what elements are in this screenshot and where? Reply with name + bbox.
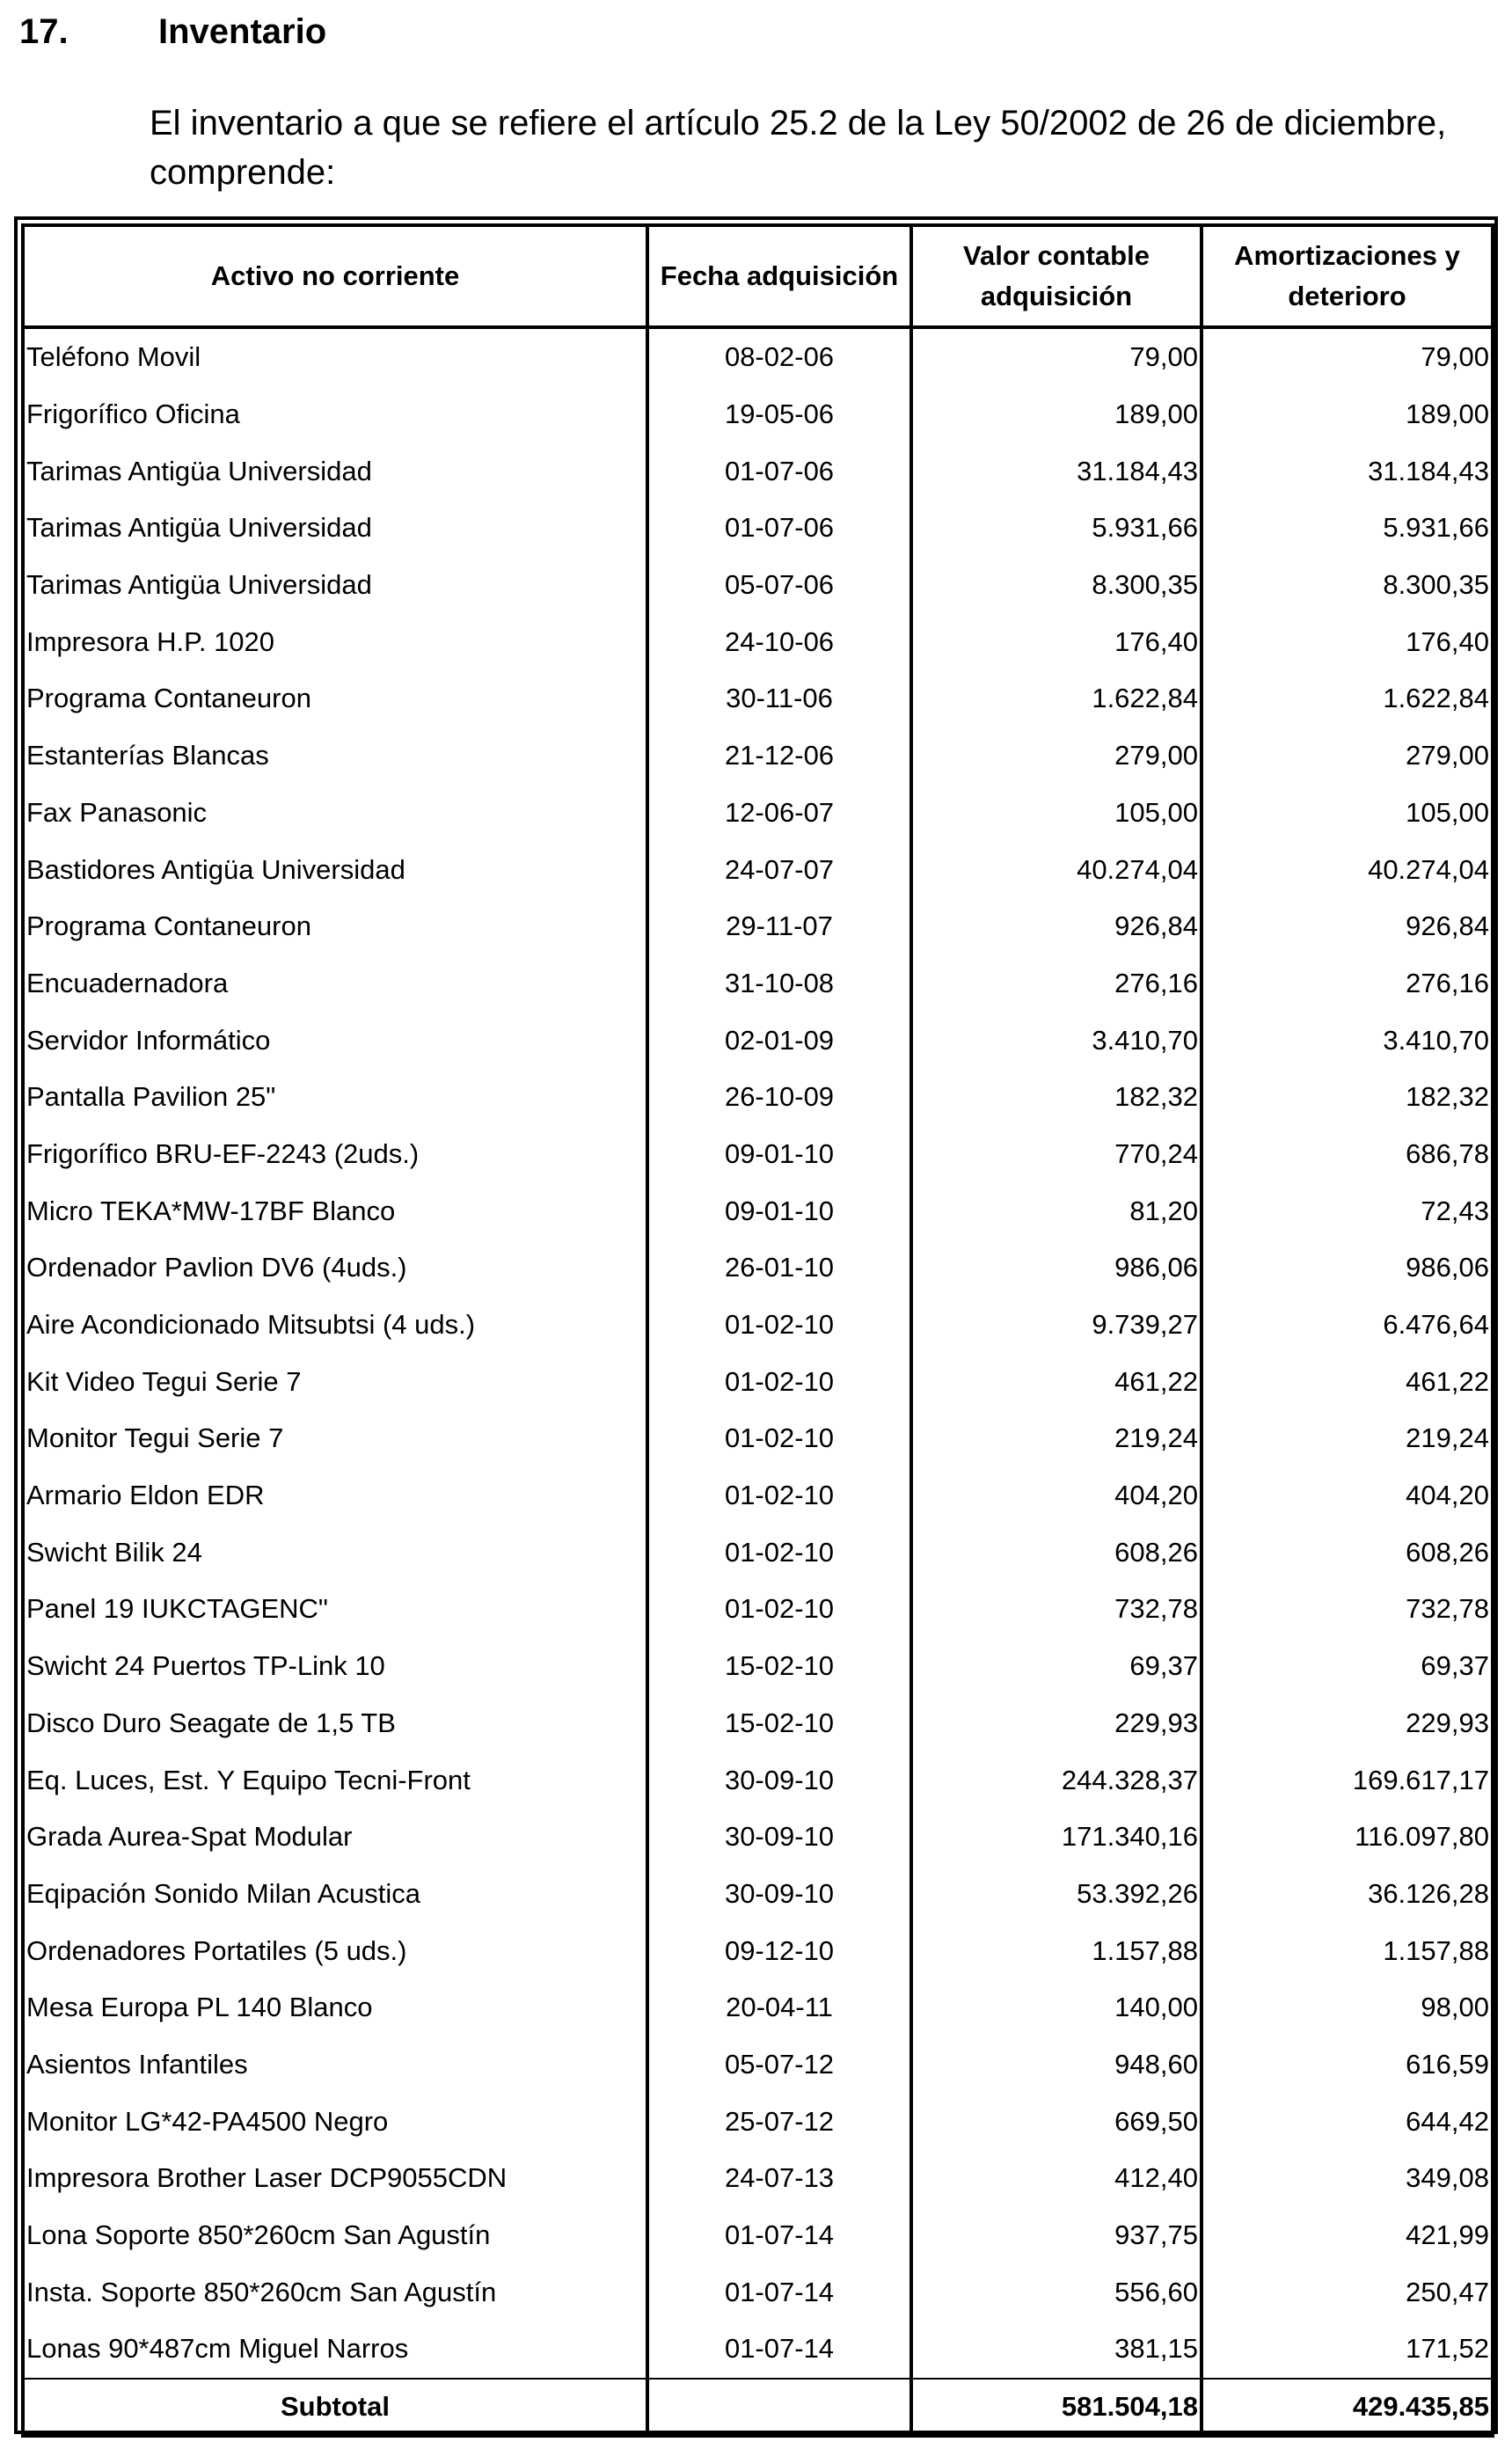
cell-activo: Kit Video Tegui Serie 7 [23,1353,647,1410]
cell-valor: 189,00 [911,386,1202,443]
cell-amortizaciones: 5.931,66 [1383,512,1489,544]
cell-valor: 219,24 [911,1410,1202,1467]
cell-amortizaciones: 116.097,80 [1355,1821,1489,1853]
cell-amortizaciones: 40.274,04 [1368,853,1489,885]
cell-activo: Insta. Soporte 850*260cm San Agustín [23,2263,647,2321]
table-row [23,1751,1493,1809]
cell-amortizaciones: 732,78 [1406,1593,1489,1625]
cell-fecha: 24-07-07 [647,841,911,898]
table-row [23,841,1493,898]
cell-fecha: 15-02-10 [647,1695,911,1752]
subtotal-row [23,2379,1493,2436]
cell-amortizaciones: 616,59 [1406,2048,1489,2080]
header-amortizaciones: Amortizaciones y deterioro [1202,225,1493,327]
cell-fecha: 01-02-10 [647,1410,911,1467]
cell-valor: 140,00 [911,1979,1202,2036]
cell-amortizaciones: 3.410,70 [1383,1024,1489,1056]
cell-amortizaciones: 105,00 [1406,796,1489,828]
table-row [23,1069,1493,1126]
cell-activo: Asientos Infantiles [23,2036,647,2094]
cell-amortizaciones: 926,84 [1406,910,1489,942]
cell-amortizaciones: 6.476,64 [1383,1309,1489,1341]
cell-amortizaciones: 189,00 [1406,398,1489,430]
cell-fecha: 01-02-10 [647,1297,911,1354]
cell-activo: Monitor Tegui Serie 7 [23,1410,647,1467]
cell-fecha: 05-07-12 [647,2036,911,2094]
table-row [23,1524,1493,1581]
cell-activo: Programa Contaneuron [23,670,647,727]
cell-activo: Eqipación Sonido Milan Acustica [23,1866,647,1923]
cell-activo: Monitor LG*42-PA4500 Negro [23,2093,647,2150]
cell-fecha: 09-12-10 [647,1922,911,1979]
cell-fecha: 01-02-10 [647,1467,911,1524]
cell-fecha: 26-01-10 [647,1239,911,1297]
cell-valor: 948,60 [911,2036,1202,2094]
cell-activo: Encuadernadora [23,955,647,1013]
section-title: Inventario [158,11,327,51]
cell-amortizaciones: 8.300,35 [1383,569,1489,601]
cell-fecha: 01-02-10 [647,1581,911,1638]
cell-valor: 669,50 [911,2093,1202,2150]
cell-activo: Panel 19 IUKCTAGENC" [23,1581,647,1638]
cell-valor: 8.300,35 [911,557,1202,614]
header-valor: Valor contable adquisición [911,225,1202,327]
cell-amortizaciones: 69,37 [1421,1650,1489,1682]
cell-fecha: 09-01-10 [647,1182,911,1239]
cell-fecha: 15-02-10 [647,1638,911,1695]
section-heading [19,7,326,56]
cell-fecha: 30-11-06 [647,670,911,727]
cell-valor: 1.157,88 [911,1922,1202,1979]
cell-fecha: 24-07-13 [647,2150,911,2207]
cell-valor: 926,84 [911,898,1202,955]
table-row [23,500,1493,557]
cell-fecha: 01-07-14 [647,2321,911,2379]
table-row [23,1182,1493,1239]
cell-amortizaciones: 176,40 [1406,625,1489,657]
cell-amortizaciones: 182,32 [1406,1081,1489,1113]
cell-activo: Pantalla Pavilion 25" [23,1069,647,1126]
cell-fecha: 30-09-10 [647,1866,911,1923]
cell-amortizaciones: 349,08 [1406,2162,1489,2194]
table-row [23,1297,1493,1354]
cell-activo: Teléfono Movil [23,327,647,386]
table-row [23,1239,1493,1297]
table-row [23,2036,1493,2094]
cell-activo: Eq. Luces, Est. Y Equipo Tecni-Front [23,1751,647,1809]
cell-amortizaciones: 31.184,43 [1368,455,1489,486]
table-row [23,442,1493,500]
cell-valor: 412,40 [911,2150,1202,2207]
table-row [23,1467,1493,1524]
cell-fecha: 31-10-08 [647,955,911,1013]
cell-valor: 986,06 [911,1239,1202,1297]
cell-valor: 79,00 [911,327,1202,386]
cell-fecha: 12-06-07 [647,785,911,842]
cell-amortizaciones: 608,26 [1406,1536,1489,1568]
cell-activo: Grada Aurea-Spat Modular [23,1809,647,1866]
cell-fecha: 21-12-06 [647,727,911,785]
cell-activo: Lonas 90*487cm Miguel Narros [23,2321,647,2379]
table-row [23,1979,1493,2036]
cell-fecha: 01-07-06 [647,442,911,500]
cell-valor: 556,60 [911,2263,1202,2321]
cell-valor: 3.410,70 [911,1012,1202,1069]
table-row [23,1126,1493,1183]
cell-fecha: 30-09-10 [647,1809,911,1866]
cell-activo: Disco Duro Seagate de 1,5 TB [23,1695,647,1752]
cell-fecha: 24-10-06 [647,613,911,670]
cell-amortizaciones: 98,00 [1421,1992,1489,2023]
cell-valor: 69,37 [911,1638,1202,1695]
cell-valor: 937,75 [911,2207,1202,2264]
table-row [23,785,1493,842]
table-row [23,2150,1493,2207]
cell-activo: Swicht Bilik 24 [23,1524,647,1581]
table-row [23,613,1493,670]
cell-valor: 244.328,37 [911,1751,1202,1809]
table-row [23,386,1493,443]
cell-activo: Servidor Informático [23,1012,647,1069]
intro-paragraph: El inventario a que se refiere el artículo 25.2 de la Ley 50/2002 de 26 de diciembre, comprende: [150,104,1447,192]
cell-valor: 31.184,43 [911,442,1202,500]
cell-fecha: 02-01-09 [647,1012,911,1069]
cell-activo: Tarimas Antigüa Universidad [23,500,647,557]
cell-activo: Bastidores Antigüa Universidad [23,841,647,898]
table-header-row [23,225,1493,327]
subtotal-valor: 581.504,18 [911,2379,1202,2436]
cell-fecha: 09-01-10 [647,1126,911,1183]
cell-activo: Programa Contaneuron [23,898,647,955]
cell-fecha: 19-05-06 [647,386,911,443]
cell-valor: 404,20 [911,1467,1202,1524]
cell-amortizaciones: 644,42 [1406,2105,1489,2137]
cell-amortizaciones: 279,00 [1406,740,1489,771]
table-row [23,1809,1493,1866]
cell-fecha: 01-07-14 [647,2207,911,2264]
table-row [23,1922,1493,1979]
cell-amortizaciones: 1.157,88 [1383,1934,1489,1966]
cell-fecha: 08-02-06 [647,327,911,386]
cell-fecha: 01-07-14 [647,2263,911,2321]
subtotal-empty [647,2379,911,2436]
cell-activo: Tarimas Antigüa Universidad [23,557,647,614]
cell-valor: 40.274,04 [911,841,1202,898]
cell-amortizaciones: 169.617,17 [1352,1764,1489,1795]
table-row [23,557,1493,614]
cell-amortizaciones: 461,22 [1406,1365,1489,1397]
cell-amortizaciones: 171,52 [1406,2333,1489,2365]
cell-valor: 461,22 [911,1353,1202,1410]
table-row [23,955,1493,1013]
cell-valor: 608,26 [911,1524,1202,1581]
cell-valor: 732,78 [911,1581,1202,1638]
inventory-table [21,223,1494,2438]
table-row [23,1012,1493,1069]
cell-activo: Fax Panasonic [23,785,647,842]
cell-activo: Impresora H.P. 1020 [23,613,647,670]
subtotal-amortizaciones: 429.435,85 [1202,2379,1493,2436]
table-row [23,670,1493,727]
cell-fecha: 05-07-06 [647,557,911,614]
cell-valor: 182,32 [911,1069,1202,1126]
table-row [23,1353,1493,1410]
cell-amortizaciones: 72,43 [1421,1195,1489,1226]
cell-fecha: 30-09-10 [647,1751,911,1809]
cell-valor: 276,16 [911,955,1202,1013]
cell-valor: 279,00 [911,727,1202,785]
cell-activo: Swicht 24 Puertos TP-Link 10 [23,1638,647,1695]
cell-amortizaciones: 986,06 [1406,1252,1489,1283]
cell-amortizaciones: 219,24 [1406,1422,1489,1454]
cell-valor: 81,20 [911,1182,1202,1239]
cell-valor: 171.340,16 [911,1809,1202,1866]
table-row [23,727,1493,785]
section-number: 17. [19,11,69,51]
cell-valor: 5.931,66 [911,500,1202,557]
cell-fecha: 25-07-12 [647,2093,911,2150]
cell-amortizaciones: 79,00 [1421,341,1489,373]
table-row [23,327,1493,386]
cell-activo: Ordenador Pavlion DV6 (4uds.) [23,1239,647,1297]
table-row [23,2207,1493,2264]
cell-fecha: 20-04-11 [647,1979,911,2036]
table-row [23,1410,1493,1467]
cell-valor: 176,40 [911,613,1202,670]
cell-activo: Lona Soporte 850*260cm San Agustín [23,2207,647,2264]
cell-activo: Armario Eldon EDR [23,1467,647,1524]
cell-valor: 105,00 [911,785,1202,842]
cell-amortizaciones: 276,16 [1406,967,1489,998]
cell-valor: 770,24 [911,1126,1202,1183]
cell-amortizaciones: 229,93 [1406,1707,1489,1738]
table-row [23,2093,1493,2150]
cell-valor: 53.392,26 [911,1866,1202,1923]
cell-fecha: 01-02-10 [647,1524,911,1581]
subtotal-label: Subtotal [23,2379,647,2436]
table-row [23,2321,1493,2379]
cell-amortizaciones: 686,78 [1406,1137,1489,1169]
table-row [23,1695,1493,1752]
table-row [23,1866,1493,1923]
cell-amortizaciones: 1.622,84 [1383,683,1489,714]
cell-activo: Frigorífico Oficina [23,386,647,443]
cell-activo: Micro TEKA*MW-17BF Blanco [23,1182,647,1239]
cell-valor: 229,93 [911,1695,1202,1752]
cell-activo: Mesa Europa PL 140 Blanco [23,1979,647,2036]
header-activo: Activo no corriente [23,225,647,327]
cell-activo: Estanterías Blancas [23,727,647,785]
cell-fecha: 01-02-10 [647,1353,911,1410]
cell-fecha: 29-11-07 [647,898,911,955]
cell-activo: Aire Acondicionado Mitsubtsi (4 uds.) [23,1297,647,1354]
cell-activo: Frigorífico BRU-EF-2243 (2uds.) [23,1126,647,1183]
cell-fecha: 26-10-09 [647,1069,911,1126]
cell-amortizaciones: 404,20 [1406,1480,1489,1511]
cell-valor: 1.622,84 [911,670,1202,727]
table-row [23,1638,1493,1695]
cell-activo: Ordenadores Portatiles (5 uds.) [23,1922,647,1979]
cell-amortizaciones: 250,47 [1406,2276,1489,2307]
cell-valor: 9.739,27 [911,1297,1202,1354]
cell-amortizaciones: 36.126,28 [1368,1877,1489,1909]
table-row [23,1581,1493,1638]
header-fecha: Fecha adquisición [647,225,911,327]
cell-valor: 381,15 [911,2321,1202,2379]
cell-fecha: 01-07-06 [647,500,911,557]
cell-activo: Impresora Brother Laser DCP9055CDN [23,2150,647,2207]
table-row [23,2263,1493,2321]
cell-activo: Tarimas Antigüa Universidad [23,442,647,500]
table-row [23,898,1493,955]
cell-amortizaciones: 421,99 [1406,2219,1489,2251]
